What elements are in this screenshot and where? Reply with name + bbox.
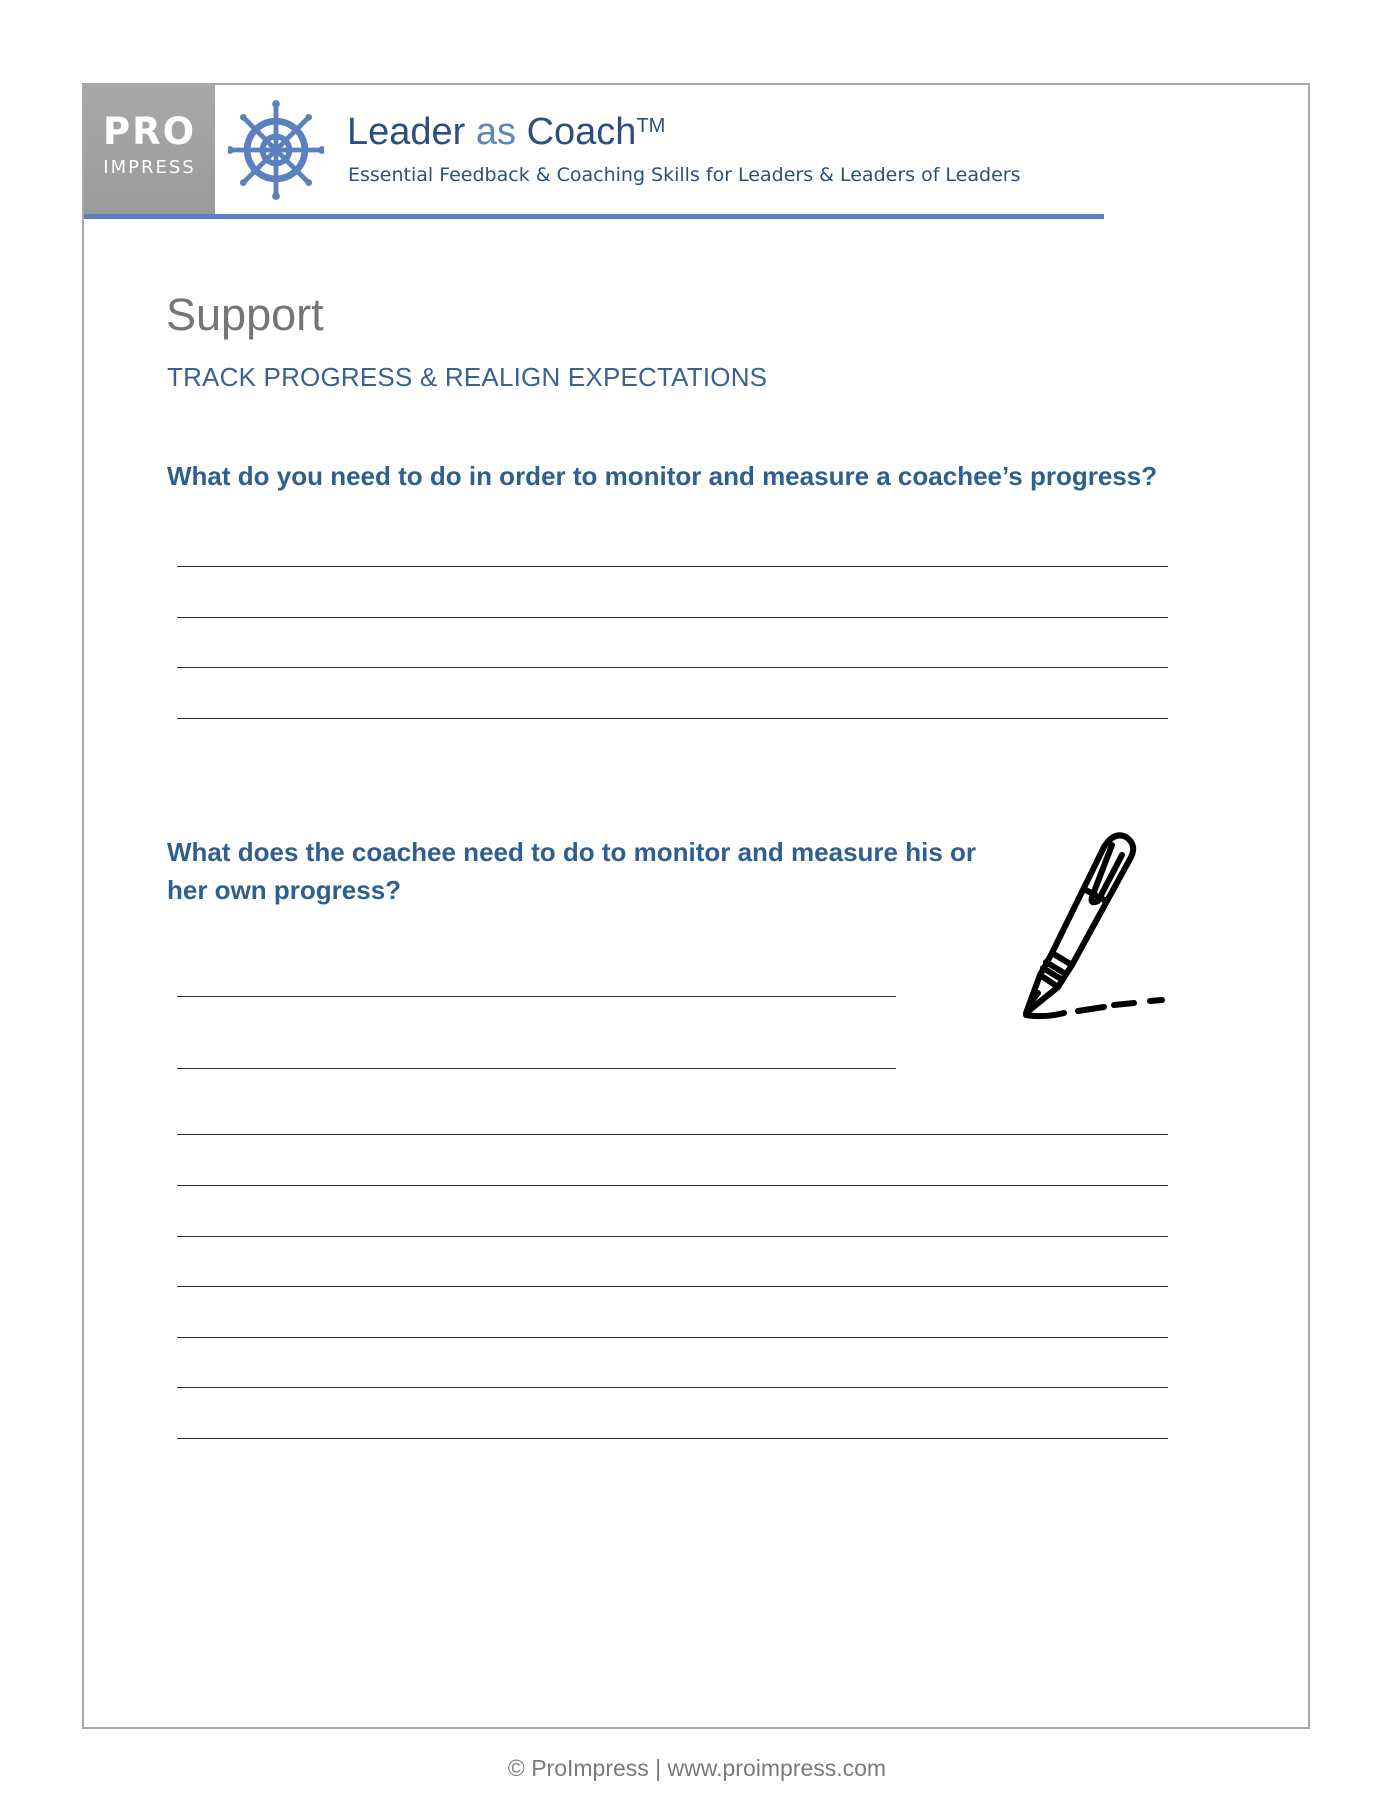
brand-title-as: as [475, 111, 517, 153]
answer-line-q2-2[interactable] [177, 1068, 896, 1069]
footer-copyright: © ProImpress | www.proimpress.com [507, 1755, 887, 1781]
answer-line-q2-4[interactable] [177, 1185, 1168, 1186]
question-1: What do you need to do in order to monitor and measure a coachee’s progress? [167, 461, 1158, 491]
trademark-mark: TM [636, 115, 666, 137]
answer-line-q2-9[interactable] [177, 1438, 1168, 1439]
answer-line-q2-7[interactable] [177, 1337, 1168, 1338]
brand-title [347, 113, 665, 151]
section-subtitle: TRACK PROGRESS & REALIGN EXPECTATIONS [167, 362, 768, 392]
answer-line-q2-3[interactable] [177, 1134, 1168, 1135]
proimpress-logo [84, 85, 215, 215]
brand-title-coach: Coach [526, 111, 637, 153]
answer-line-q1-4[interactable] [177, 718, 1168, 719]
answer-line-q1-2[interactable] [177, 617, 1168, 618]
header-divider [84, 214, 1104, 219]
logo-pro-text: PRO [102, 110, 197, 153]
answer-line-q1-1[interactable] [177, 566, 1168, 567]
answer-line-q1-3[interactable] [177, 667, 1168, 668]
answer-line-q2-5[interactable] [177, 1236, 1168, 1237]
pen-writing-icon [954, 825, 1184, 1085]
brand-title-leader: Leader [347, 111, 466, 153]
logo-impress-text: IMPRESS [103, 157, 196, 178]
answer-line-q2-1[interactable] [177, 996, 896, 997]
worksheet-page [82, 83, 1310, 1729]
question-2: What does the coachee need to do to monitor and measure his or her own progress? [167, 837, 977, 905]
section-title: Support [166, 289, 324, 340]
answer-line-q2-8[interactable] [177, 1387, 1168, 1388]
brand-subtitle: Essential Feedback & Coaching Skills for Leaders & Leaders of Leaders [348, 164, 1021, 186]
answer-line-q2-6[interactable] [177, 1286, 1168, 1287]
ship-wheel-icon [228, 99, 324, 201]
